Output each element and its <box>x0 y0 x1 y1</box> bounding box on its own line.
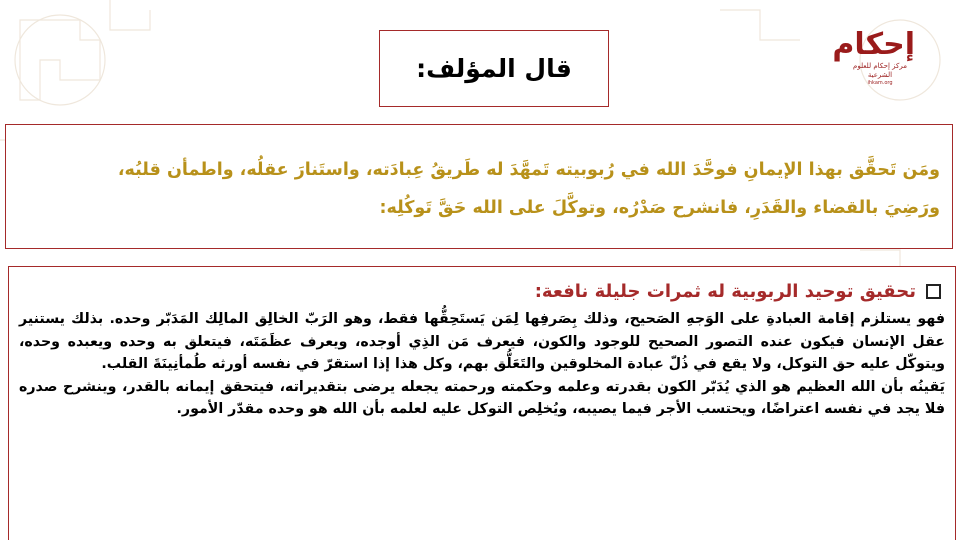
logo-name: إحكام <box>832 27 915 62</box>
quote-line-1: ومَن تَحقَّق بهذا الإيمانِ فوحَّدَ الله في رُبوبيته تَمهَّدَ له طَريقُ عِبادَته، واستَنارَ عقلُه، واطمأن قلبُه، <box>117 160 940 180</box>
page-title: قال المؤلف: <box>416 54 572 83</box>
content-box <box>8 266 956 540</box>
logo-subtitle: مركز إحكام للعلوم الشرعية <box>853 62 907 79</box>
logo <box>832 27 915 93</box>
paragraph-2: يَقينُه بأن الله العظيم هو الذي يُدَبّر الكون بقدرته وعلمه وحكمته ورحمته يجعله يرضى بتقديراته، فيتحقق إيمانه بالقدر، وينشرح صدره فلا يجد في نفسه اعتراضًا، ويحتسب الأجر فيما يصيبه، ويُخلِص التوكل عليه لعلمه بأن الله هو وحده مقدّر الأمور. <box>19 378 945 417</box>
quote-line-2: ورَضِيَ بالقضاء والقَدَرِ، فانشرح صَدْرُه، وتوكَّلَ على الله حَقَّ تَوكُلِه: <box>379 198 940 218</box>
logo-url: ihkam.org <box>867 80 893 86</box>
author-quote-box <box>5 124 953 249</box>
paragraph-1: فهو يستلزم إقامة العبادةِ على الوَجهِ الصَحيح، وذلك بِصَرفِها لِمَن يَستَحِقُّها فقط، وهو الرَبّ الخالِق المالِك المَدَبّر وحده. بذلك يستنير عقل الإنسان فيكون عنده التصور الصحيح للوجود والكون، فيعرف مَن الذِي أوجده، ويعرف عظَمَتَه، فيتعلق به وحده ويعبده وحده، ويتوكّل عليه حق التوكل، ولا يقع في ذُلّ عبادة المخلوقين والتَعَلُّق بهم، وكل هذا إذا استقرّ في نفسه أورثه طُمأنِينَةَ القلب. <box>19 311 945 372</box>
checkbox-bullet-icon <box>926 284 941 299</box>
section-heading: تحقيق توحيد الربوبية له ثمرات جليلة نافعة: <box>534 281 916 302</box>
section-heading-row <box>19 281 945 302</box>
title-box <box>379 30 609 107</box>
